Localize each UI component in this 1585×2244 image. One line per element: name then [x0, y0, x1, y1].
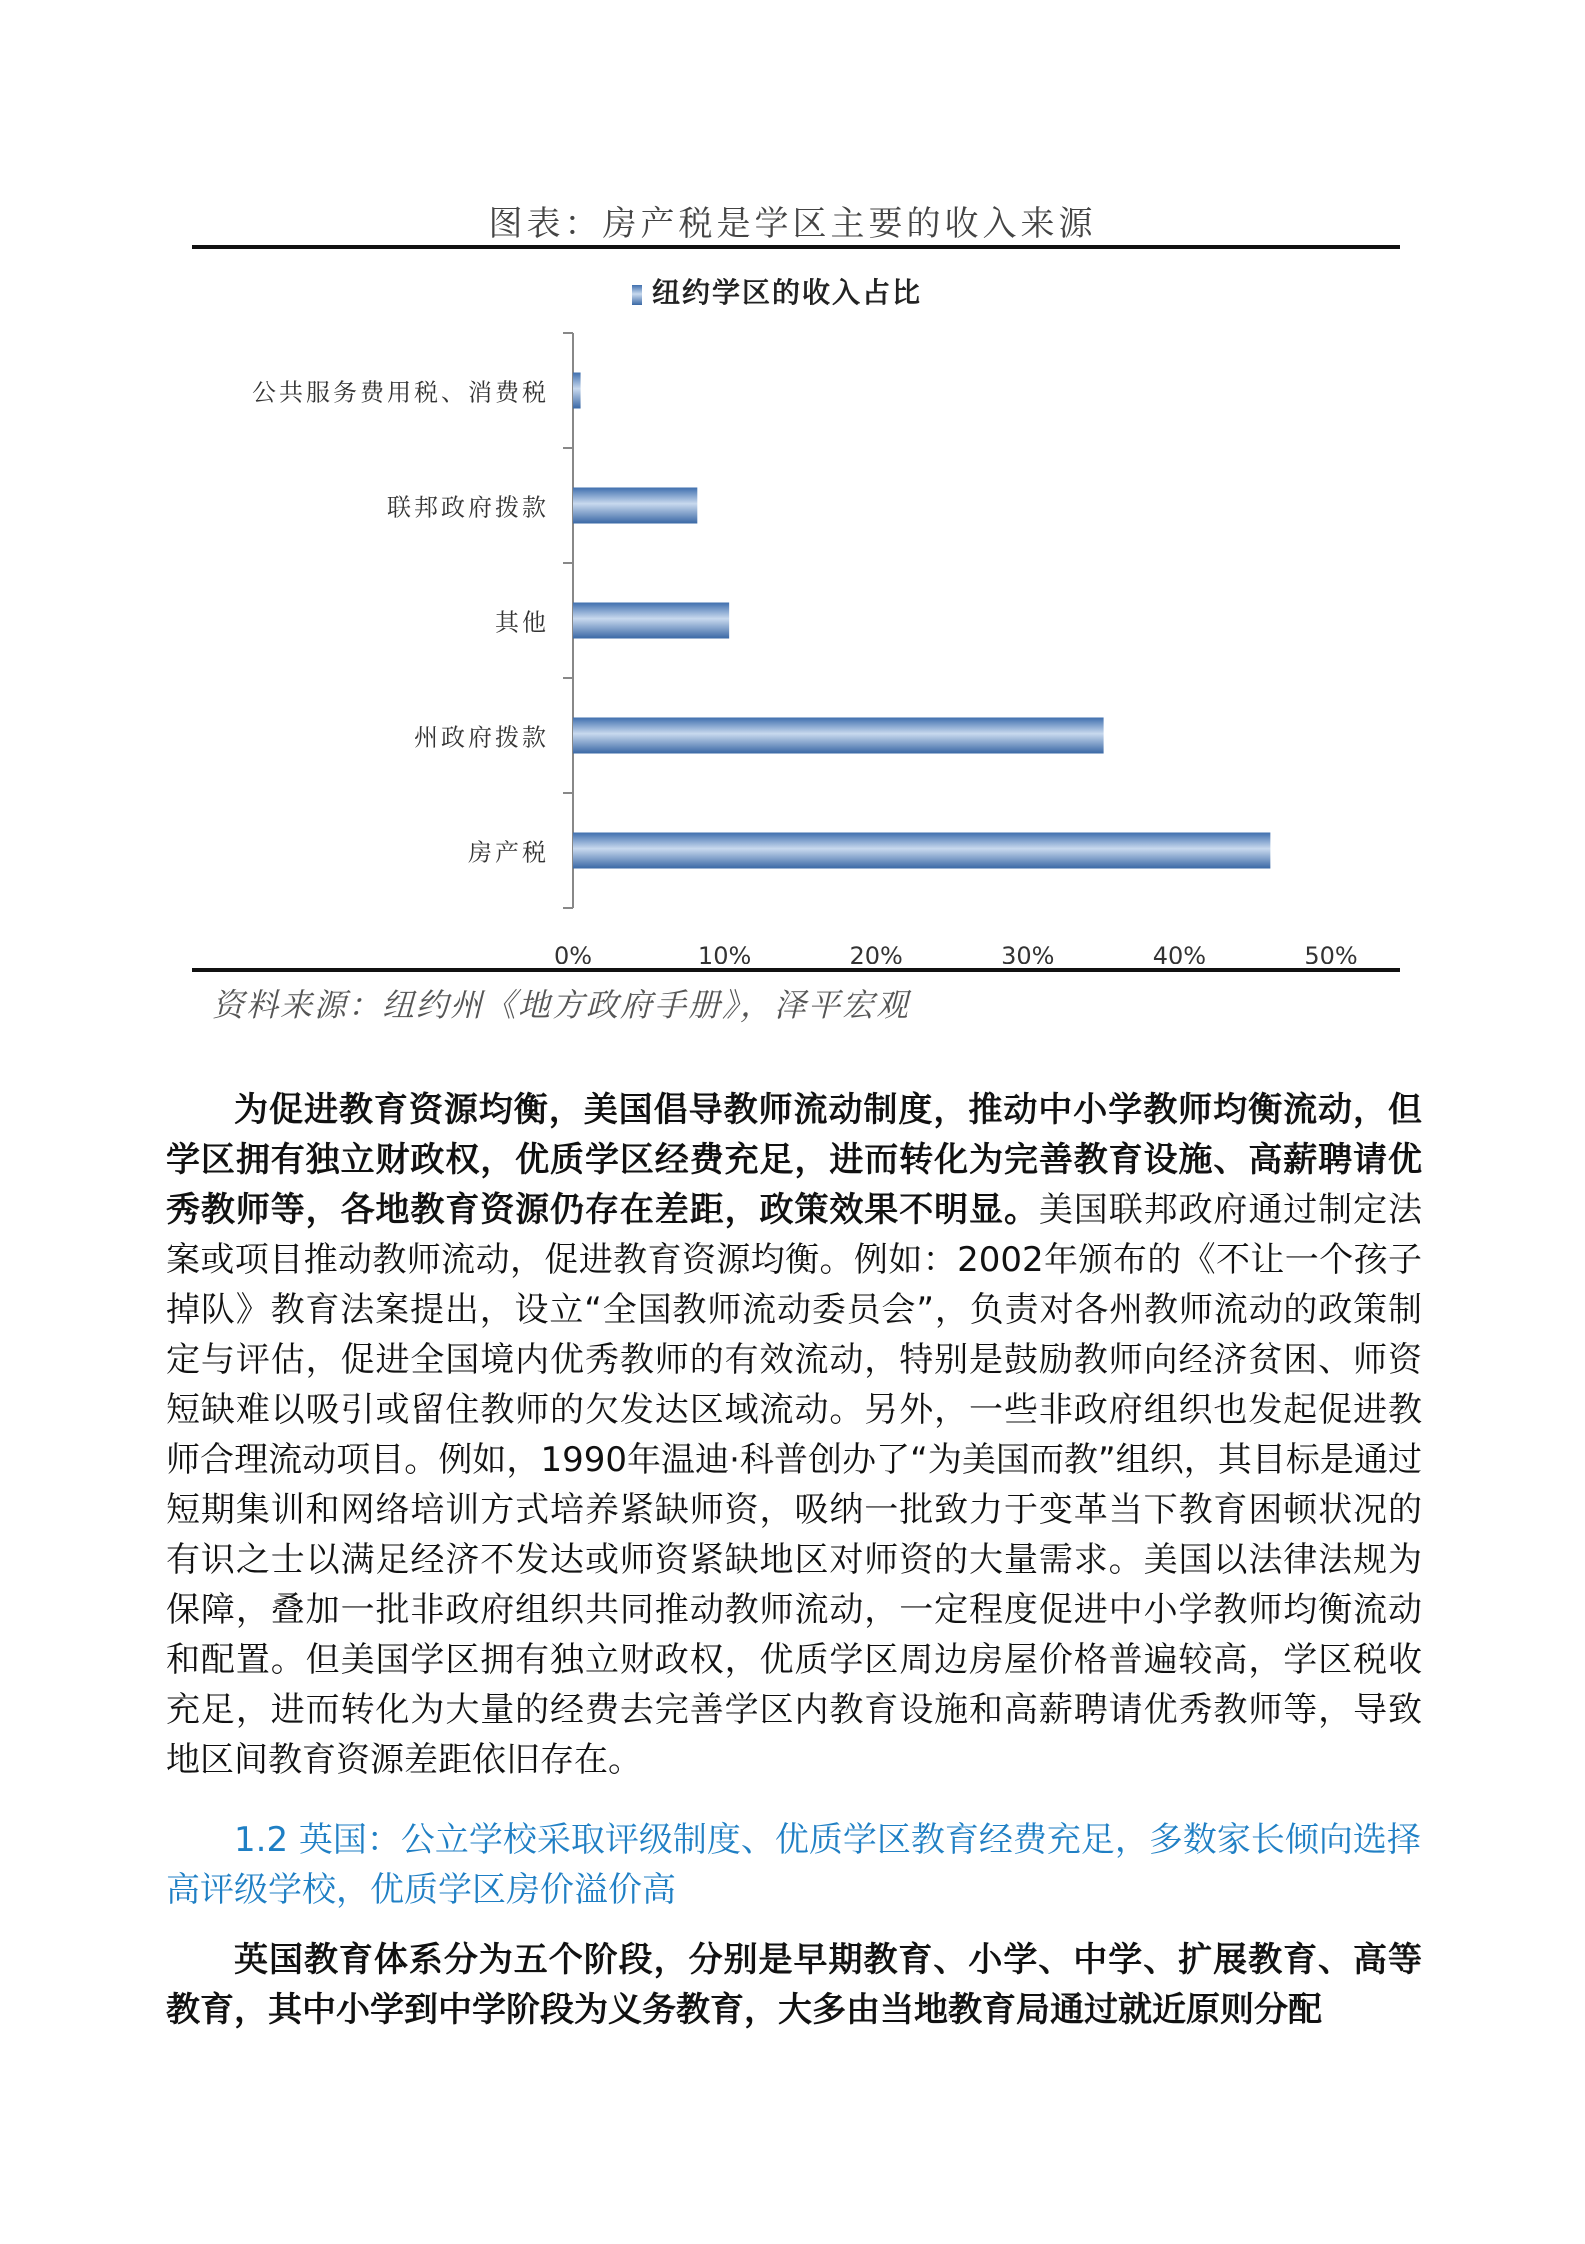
legend-label: 纽约学区的收入占比 [652, 276, 923, 309]
x-tick-label: 40% [1152, 942, 1207, 964]
bar-3 [573, 718, 1104, 754]
category-label: 公共服务费用税、消费税 [252, 378, 549, 407]
paragraph2-bold: 英国教育体系分为五个阶段，分别是早期教育、小学、中学、扩展教育、高等教育，其中小学到中学阶段为义务教育，大多由当地教育局通过就近原则分配 [166, 1940, 1422, 2030]
bar-2 [573, 603, 729, 639]
paragraph1-bold: 为促进教育资源均衡，美国倡导教师流动制度，推动中小学教师均衡流动，但学区拥有独立财政权，优质学区经费充足，进而转化为完善教育设施、高薪聘请优秀教师等，各地教育资源仍存在差距，政策效果不明显。 [166, 1090, 1422, 1230]
paragraph1-normal: 美国联邦政府通过制定法案或项目推动教师流动，促进教育资源均衡。例如：2002年颁布的《不让一个孩子掉队》教育法案提出，设立“全国教师流动委员会”，负责对各州教师流动的政策制定与评估，促进全国境内优秀教师的有效流动，特别是鼓励教师向经济贫困、师资短缺难以吸引或留住教师的欠发达区域流动。另外，一些非政府组织也发起促进教师合理流动项目。例如，1990年温迪·科普创办了“为美国而教”组织，其目标是通过短期集训和网络培训方式培养紧缺师资，吸纳一批致力于变革当下教育困顿状况的有识之士以满足经济不发达或师资紧缺地区对师资的大量需求。美国以法律法规为保障，叠加一批非政府组织共同推动教师流动，一定程度促进中小学教师均衡流动和配置。但美国学区拥有独立财政权，优质学区周边房屋价格普遍较高，学区税收充足，进而转化为大量的经费去完善学区内教育设施和高薪聘请优秀教师等，导致地区间教育资源差距依旧存在。 [166, 1190, 1423, 1780]
paragraph-us-teacher-flow [166, 1085, 1422, 1785]
x-tick-label: 30% [1001, 942, 1055, 964]
x-tick-label: 50% [1304, 942, 1358, 964]
category-label: 房产税 [468, 838, 549, 867]
section-heading-uk [166, 1815, 1422, 1915]
legend-swatch [632, 285, 642, 305]
figure-title: 图表：房产税是学区主要的收入来源 [488, 204, 1097, 244]
bar-0 [573, 373, 581, 409]
section-heading-text: 1.2 英国：公立学校采取评级制度、优质学区教育经费充足，多数家长倾向选择高评级学校，优质学区房价溢价高 [166, 1820, 1421, 1910]
x-tick-label: 0% [553, 942, 593, 964]
category-label: 联邦政府拨款 [387, 493, 549, 522]
figure-source: 资料来源：纽约州《地方政府手册》，泽平宏观 [212, 986, 911, 1024]
paragraph-uk-education [166, 1935, 1422, 2035]
x-tick-label: 20% [849, 942, 903, 964]
x-tick-label: 10% [697, 942, 752, 964]
bar-1 [573, 488, 697, 524]
figure-top-rule [192, 245, 1400, 249]
category-label: 其他 [495, 608, 549, 637]
figure-bottom-rule [192, 968, 1400, 972]
bar-4 [573, 833, 1270, 869]
category-label: 州政府拨款 [414, 723, 549, 752]
revenue-share-bar-chart [192, 252, 1400, 964]
